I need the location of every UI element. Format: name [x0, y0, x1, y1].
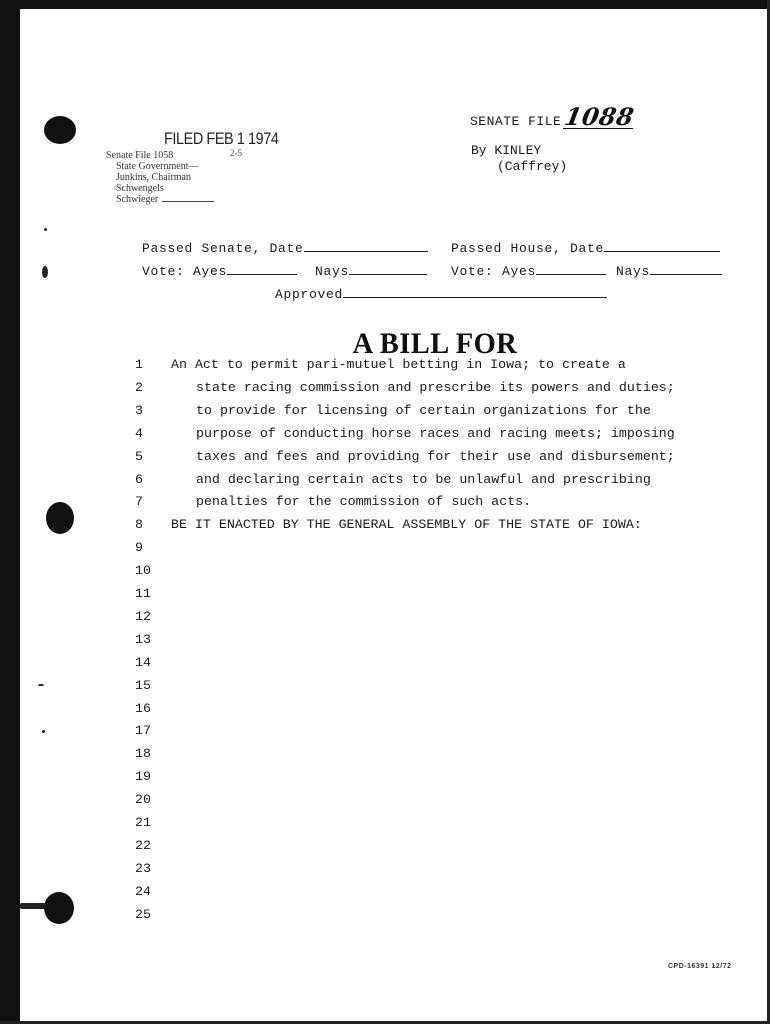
- line-text: BE IT ENACTED BY THE GENERAL ASSEMBLY OF THE STATE OF IOWA:: [171, 517, 642, 533]
- senate-ayes-line: [227, 263, 297, 275]
- senate-nays-label: Nays: [315, 264, 350, 279]
- line-number: 10: [135, 563, 151, 579]
- house-ayes-label: Vote: Ayes: [451, 264, 537, 279]
- scan-border-top: [0, 0, 770, 9]
- senate-nays-line: [349, 263, 427, 275]
- line-number: 17: [135, 723, 151, 739]
- sponsor-block: [471, 143, 567, 175]
- scan-speck: [20, 903, 46, 909]
- committee-member: Schwieger: [116, 194, 159, 205]
- line-text: and declaring certain acts to be unlawful and prescribing: [196, 471, 651, 487]
- line-number: 2: [135, 379, 143, 395]
- passed-house-label: Passed House, Date: [451, 241, 605, 256]
- line-number: 18: [135, 746, 151, 762]
- line-text: penalties for the commission of such acts.: [196, 494, 532, 510]
- sponsor-name: By KINLEY: [471, 143, 542, 158]
- line-number: 20: [135, 792, 151, 808]
- line-number: 19: [135, 769, 151, 785]
- committee-bill-ref: Senate File 1058: [106, 150, 174, 161]
- senate-file-header: [470, 102, 637, 131]
- line-number: 5: [135, 448, 143, 464]
- line-number: 3: [135, 402, 143, 418]
- line-text: purpose of conducting horse races and racing meets; imposing: [196, 425, 675, 441]
- senate-vote-field: [142, 263, 427, 279]
- house-ayes-line: [536, 263, 606, 275]
- stamp-note: 2-5: [230, 148, 242, 158]
- senate-file-number-line: [562, 102, 637, 131]
- line-number: 25: [135, 906, 151, 922]
- senate-file-label: SENATE FILE: [470, 114, 562, 129]
- line-number: 22: [135, 837, 151, 853]
- senate-file-number: 1088: [562, 102, 637, 131]
- co-sponsor-name: (Caffrey): [497, 159, 568, 174]
- punch-hole-bottom: [44, 892, 74, 924]
- punch-hole-top: [44, 116, 76, 144]
- line-number: 9: [135, 540, 143, 556]
- line-number: 4: [135, 425, 143, 441]
- punch-hole-middle: [46, 502, 74, 534]
- passed-house-field: [451, 240, 720, 256]
- passed-senate-date-line: [304, 240, 428, 252]
- line-text: taxes and fees and providing for their use and disbursement;: [196, 448, 675, 464]
- filed-date-stamp: FILED FEB 1 1974: [164, 129, 279, 148]
- line-number: 15: [135, 677, 151, 693]
- line-number: 6: [135, 471, 143, 487]
- line-number: 16: [135, 700, 151, 716]
- scan-speck: [42, 730, 45, 733]
- approved-label: Approved: [275, 287, 344, 302]
- committee-name: State Government—: [116, 161, 199, 172]
- passed-senate-field: [142, 240, 428, 256]
- line-number: 11: [135, 586, 151, 601]
- line-number: 23: [135, 860, 151, 876]
- house-nays-label: Nays: [616, 264, 651, 279]
- line-text: to provide for licensing of certain organizations for the: [196, 402, 651, 418]
- scan-speck: [38, 684, 44, 686]
- house-vote-field: [451, 263, 722, 279]
- committee-member-row: [106, 194, 214, 205]
- scan-speck: [42, 266, 48, 278]
- signature-line: [162, 201, 214, 202]
- line-number: 7: [135, 494, 143, 510]
- passed-senate-label: Passed Senate, Date: [142, 241, 304, 256]
- senate-ayes-label: Vote: Ayes: [142, 264, 228, 279]
- scan-speck: [44, 228, 47, 231]
- line-text: An Act to permit pari-mutuel betting in Iowa; to create a: [171, 357, 626, 372]
- approved-line: [343, 286, 607, 298]
- approved-field: [275, 286, 607, 302]
- line-number: 24: [135, 883, 151, 899]
- committee-referral: [106, 150, 214, 205]
- house-nays-line: [650, 263, 722, 275]
- scan-border-left: [0, 0, 20, 1024]
- line-text: state racing commission and prescribe its powers and duties;: [196, 379, 675, 395]
- form-code: CPD-16391 12/72: [668, 963, 732, 970]
- committee-member: Schwengels: [116, 183, 164, 194]
- line-number: 12: [135, 608, 151, 624]
- line-number: 13: [135, 631, 151, 647]
- passed-house-date-line: [604, 240, 720, 252]
- line-number: 8: [135, 517, 143, 533]
- line-number: 1: [135, 357, 143, 372]
- bill-title: A BILL FOR: [352, 327, 518, 360]
- line-number: 21: [135, 815, 151, 830]
- committee-chairman: Junkins, Chairman: [116, 172, 191, 183]
- line-number: 14: [135, 654, 151, 670]
